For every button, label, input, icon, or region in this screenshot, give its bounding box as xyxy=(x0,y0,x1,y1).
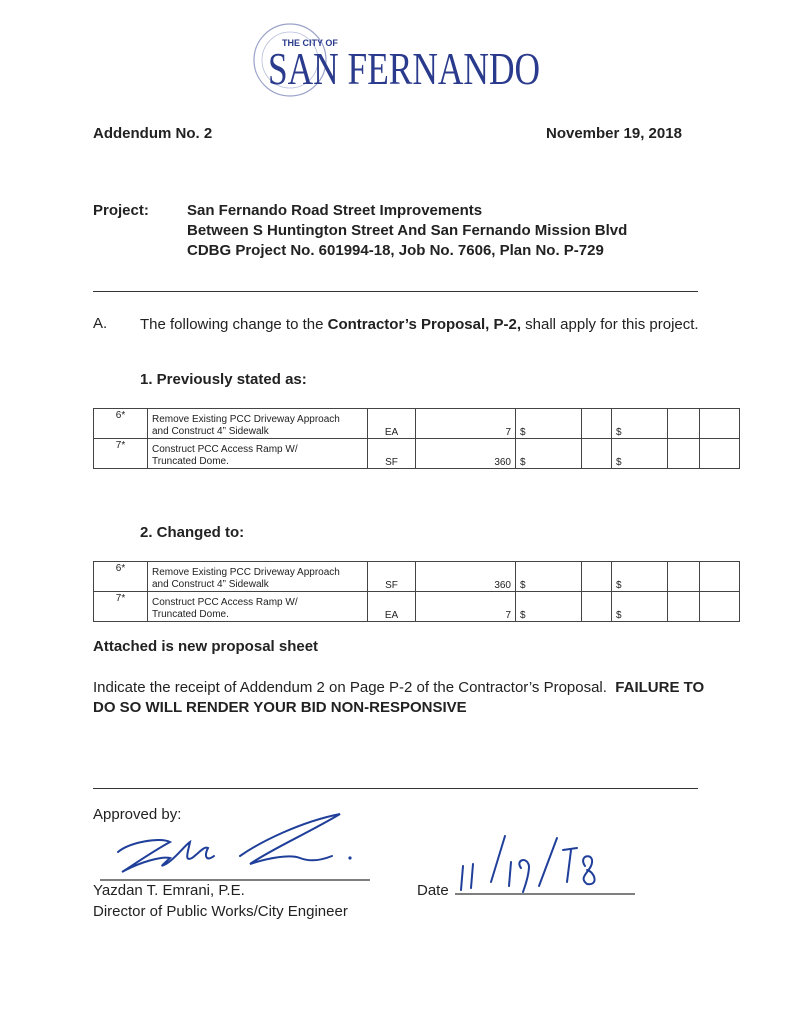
item-description: Remove Existing PCC Driveway Approach and Construct 4” Sidewalk xyxy=(148,562,368,592)
changed-to-heading: 2. Changed to: xyxy=(140,524,245,541)
item-unit-price: $ xyxy=(516,439,582,469)
item-unit-price-cents xyxy=(582,592,612,622)
project-title: San Fernando Road Street Improvements xyxy=(187,202,483,219)
logo-small-text: THE CITY OF xyxy=(282,38,338,48)
item-unit-price-cents xyxy=(582,409,612,439)
section-a-text: The following change to the Contractor’s Proposal, P-2, shall apply for this project. xyxy=(140,316,699,333)
attached-note: Attached is new proposal sheet xyxy=(93,638,319,655)
previously-stated-table xyxy=(93,408,740,469)
previously-stated-heading: 1. Previously stated as: xyxy=(140,371,307,388)
handwritten-date xyxy=(455,826,635,896)
item-number: 7* xyxy=(94,439,148,469)
item-total: $ xyxy=(612,439,668,469)
item-extra xyxy=(700,439,740,469)
item-unit-price-cents xyxy=(582,439,612,469)
approved-by-label: Approved by: xyxy=(93,806,182,823)
item-unit: SF xyxy=(368,439,416,469)
item-total: $ xyxy=(612,409,668,439)
changed-to-table xyxy=(93,561,740,622)
table-row xyxy=(94,562,740,592)
item-total-cents xyxy=(668,592,700,622)
item-description: Construct PCC Access Ramp W/ Truncated Dome. xyxy=(148,592,368,622)
item-description: Construct PCC Access Ramp W/ Truncated Dome. xyxy=(148,439,368,469)
section-a-letter: A. xyxy=(93,315,108,332)
item-total-cents xyxy=(668,562,700,592)
signer-title: Director of Public Works/City Engineer xyxy=(93,903,348,920)
item-quantity: 7 xyxy=(416,592,516,622)
item-number: 7* xyxy=(94,592,148,622)
item-unit-price: $ xyxy=(516,562,582,592)
item-number: 6* xyxy=(94,409,148,439)
item-quantity: 360 xyxy=(416,562,516,592)
item-unit-price-cents xyxy=(582,562,612,592)
item-total-cents xyxy=(668,439,700,469)
item-total: $ xyxy=(612,592,668,622)
failure-warning: FAILURE TO DO SO WILL RENDER YOUR BID NON-RESPONSIVE xyxy=(93,679,705,716)
date-label: Date xyxy=(417,882,449,899)
table-row xyxy=(94,439,740,469)
item-total: $ xyxy=(612,562,668,592)
receipt-instruction: Indicate the receipt of Addendum 2 on Page P-2 of the Contractor’s Proposal. FAILURE TO DO SO WILL RENDER YOUR BID NON-RESPONSIVE xyxy=(93,679,705,716)
project-numbers: CDBG Project No. 601994-18, Job No. 7606, Plan No. P-729 xyxy=(187,242,604,259)
table-row xyxy=(94,409,740,439)
addendum-number: Addendum No. 2 xyxy=(93,125,213,142)
table-row xyxy=(94,592,740,622)
project-label: Project: xyxy=(93,202,149,219)
addendum-date: November 19, 2018 xyxy=(546,125,682,142)
item-unit: SF xyxy=(368,562,416,592)
item-unit-price: $ xyxy=(516,592,582,622)
item-extra xyxy=(700,562,740,592)
divider-bottom xyxy=(93,788,698,789)
item-description: Remove Existing PCC Driveway Approach and Construct 4” Sidewalk xyxy=(148,409,368,439)
divider-top xyxy=(93,291,698,292)
item-total-cents xyxy=(668,409,700,439)
signature xyxy=(100,812,370,884)
item-unit-price: $ xyxy=(516,409,582,439)
city-logo xyxy=(250,18,550,102)
item-unit: EA xyxy=(368,409,416,439)
item-quantity: 360 xyxy=(416,439,516,469)
contractors-proposal-ref: Contractor’s Proposal, P-2, xyxy=(327,316,521,333)
item-quantity: 7 xyxy=(416,409,516,439)
project-limits: Between S Huntington Street And San Fernando Mission Blvd xyxy=(187,222,628,239)
signer-name: Yazdan T. Emrani, P.E. xyxy=(93,882,245,899)
item-extra xyxy=(700,592,740,622)
item-number: 6* xyxy=(94,562,148,592)
logo-large-text: SAN FERNANDO xyxy=(268,43,540,94)
item-extra xyxy=(700,409,740,439)
item-unit: EA xyxy=(368,592,416,622)
